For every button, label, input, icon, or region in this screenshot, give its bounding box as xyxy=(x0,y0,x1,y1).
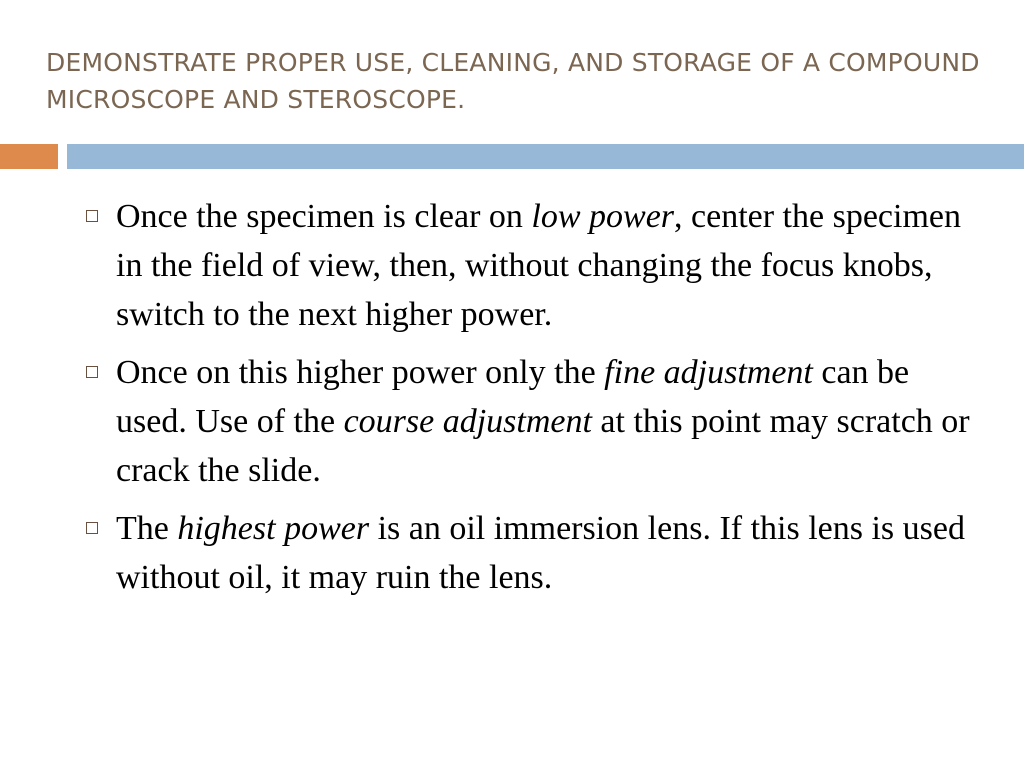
bullet-item xyxy=(80,348,980,495)
hollow-square-icon xyxy=(86,366,98,378)
bullet-text xyxy=(116,198,961,333)
bullet-text-run: The xyxy=(116,510,178,547)
bullet-text-run: at this point may scratch or crack the slide. xyxy=(116,403,970,489)
bullet-text-emphasis: highest power xyxy=(177,510,370,547)
bullet-text-run: can be used. Use of the xyxy=(116,354,910,440)
bullet-list xyxy=(80,192,980,611)
slide-title: DEMONSTRATE PROPER USE, CLEANING, AND STORAGE OF A COMPOUND MICROSCOPE AND STEROSCOPE. xyxy=(46,48,980,114)
bullet-text-run: is an oil immersion lens. If this lens is used without oil, it may ruin the lens. xyxy=(116,510,965,596)
bullet-text-run: Once on this higher power only the xyxy=(116,354,605,391)
bullet-item xyxy=(80,504,980,602)
bullet-text xyxy=(116,354,970,489)
bullet-text-run: , center the specimen in the field of view, then, without changing the focus knobs, switch to the next higher power. xyxy=(116,198,961,333)
bullet-text-emphasis: course adjustment xyxy=(343,403,592,440)
bullet-text xyxy=(116,510,965,596)
bullet-text-emphasis: fine adjustment xyxy=(604,354,813,391)
accent-band-left xyxy=(0,144,58,169)
bullet-text-emphasis: low power xyxy=(531,198,675,235)
bullet-text-run: Once the specimen is clear on xyxy=(116,198,532,235)
hollow-square-icon xyxy=(86,522,98,534)
accent-band-right xyxy=(67,144,1024,169)
hollow-square-icon xyxy=(86,210,98,222)
bullet-item xyxy=(80,192,980,339)
